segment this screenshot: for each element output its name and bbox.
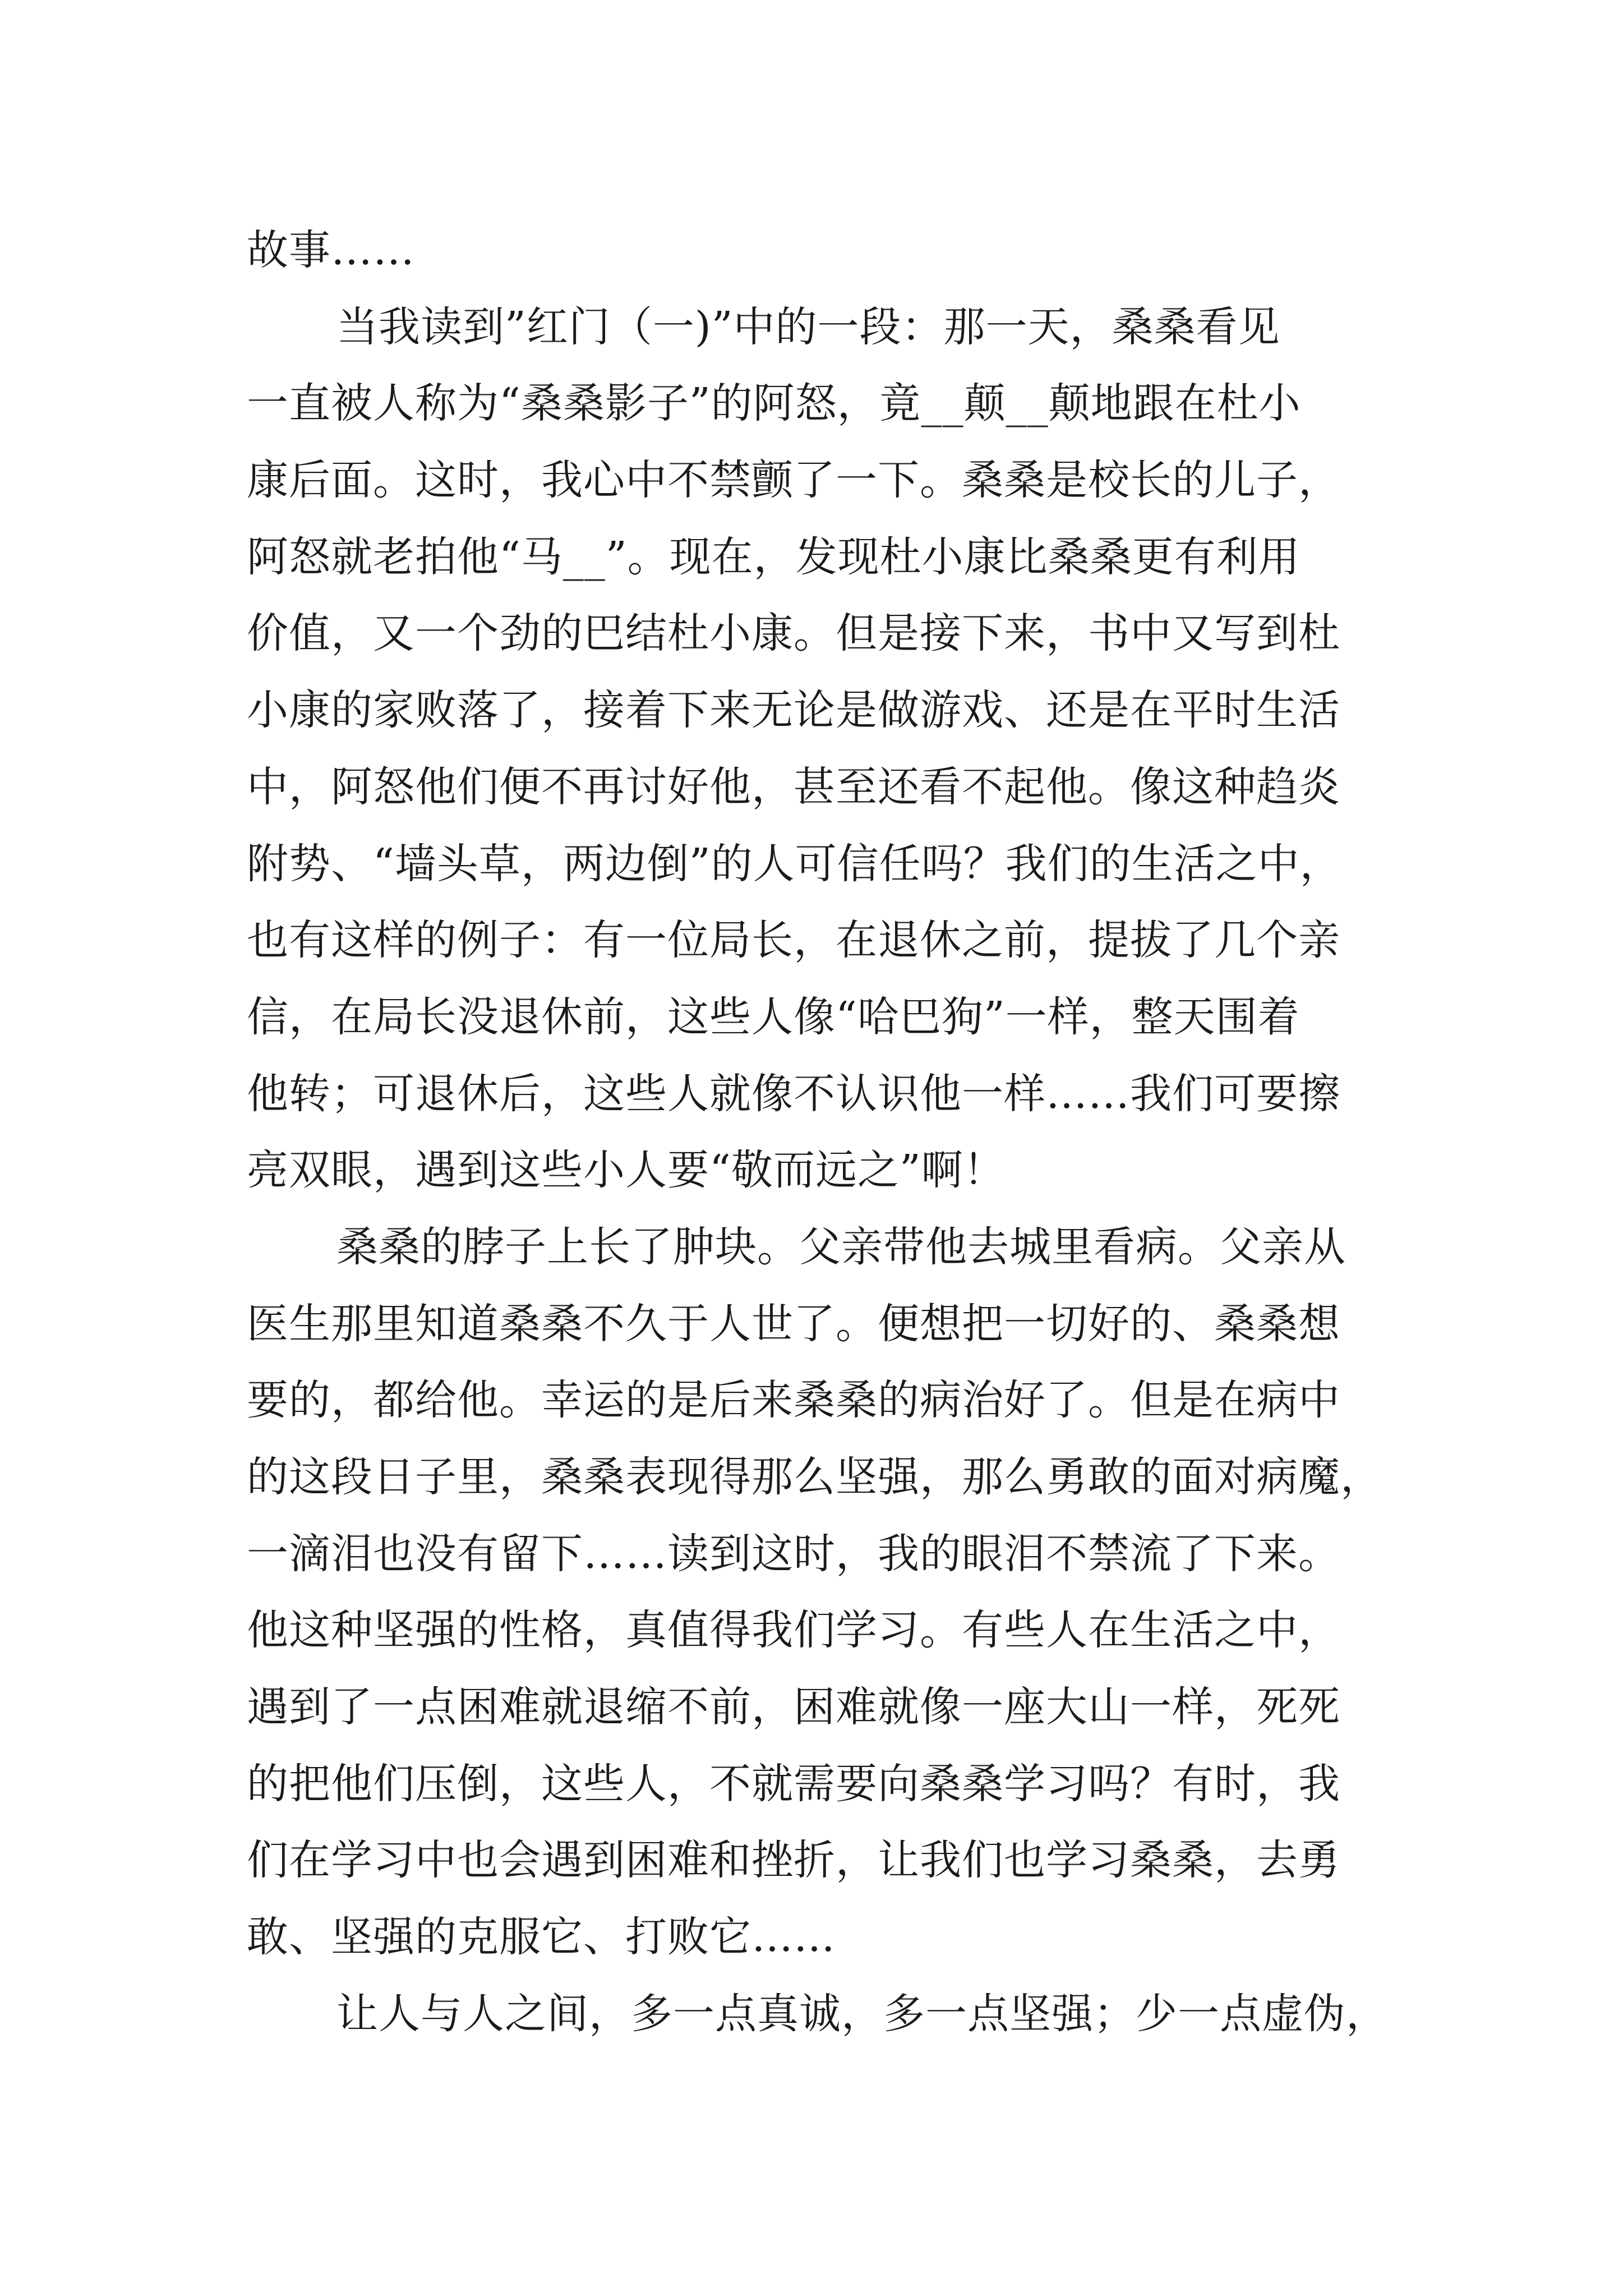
text-line: 一滴泪也没有留下……读到这时，我的眼泪不禁流了下来。 — [247, 1529, 1340, 1578]
text-line: 当我读到”红门（一)”中的一段：那一天，桑桑看见 — [336, 302, 1280, 351]
text-line: 他这种坚强的性格，真值得我们学习。有些人在生活之中， — [247, 1606, 1340, 1655]
text-line: 故事…… — [247, 226, 415, 274]
text-line: 医生那里知道桑桑不久于人世了。便想把一切好的、桑桑想 — [247, 1299, 1340, 1348]
text-line: 附势、“墙头草，两边倒”的人可信任吗？我们的生活之中， — [247, 839, 1342, 888]
text-line: 他转；可退休后，这些人就像不认识他一样……我们可要擦 — [247, 1069, 1340, 1118]
text-line: 阿怒就老拍他“马__”。现在，发现杜小康比桑桑更有利用 — [247, 532, 1301, 581]
text-line: 价值，又一个劲的巴结杜小康。但是接下来，书中又写到杜 — [247, 609, 1340, 658]
text-line: 的把他们压倒，这些人，不就需要向桑桑学习吗？有时，我 — [247, 1759, 1340, 1808]
text-line: 敢、坚强的克服它、打败它…… — [247, 1913, 836, 1962]
body-text — [247, 212, 1396, 2053]
text-line: 也有这样的例子：有一位局长，在退休之前，提拔了几个亲 — [247, 916, 1340, 965]
text-line: 中，阿怒他们便不再讨好他，甚至还看不起他。像这种趋炎 — [247, 762, 1340, 811]
text-line: 信，在局长没退休前，这些人像“哈巴狗”一样，整天围着 — [247, 992, 1300, 1041]
text-line: 桑桑的脖子上长了肿块。父亲带他去城里看病。父亲从 — [336, 1222, 1346, 1271]
text-line: 一直被人称为“桑桑影子”的阿怒，竟__颠__颠地跟在杜小 — [247, 379, 1301, 428]
text-line: 的这段日子里，桑桑表现得那么坚强，那么勇敢的面对病魔， — [247, 1453, 1382, 1501]
text-line: 小康的家败落了，接着下来无论是做游戏、还是在平时生活 — [247, 686, 1340, 735]
text-line: 要的，都给他。幸运的是后来桑桑的病治好了。但是在病中 — [247, 1376, 1340, 1425]
text-line: 亮双眼，遇到这些小人要“敬而远之”啊！ — [247, 1146, 1006, 1195]
text-line: 们在学习中也会遇到困难和挫折，让我们也学习桑桑，去勇 — [247, 1836, 1340, 1885]
text-line: 康后面。这时，我心中不禁颤了一下。桑桑是校长的儿子， — [247, 456, 1340, 505]
text-line: 遇到了一点困难就退缩不前，困难就像一座大山一样，死死 — [247, 1683, 1340, 1732]
text-line: 让人与人之间，多一点真诚，多一点坚强；少一点虚伪， — [336, 1989, 1388, 2038]
